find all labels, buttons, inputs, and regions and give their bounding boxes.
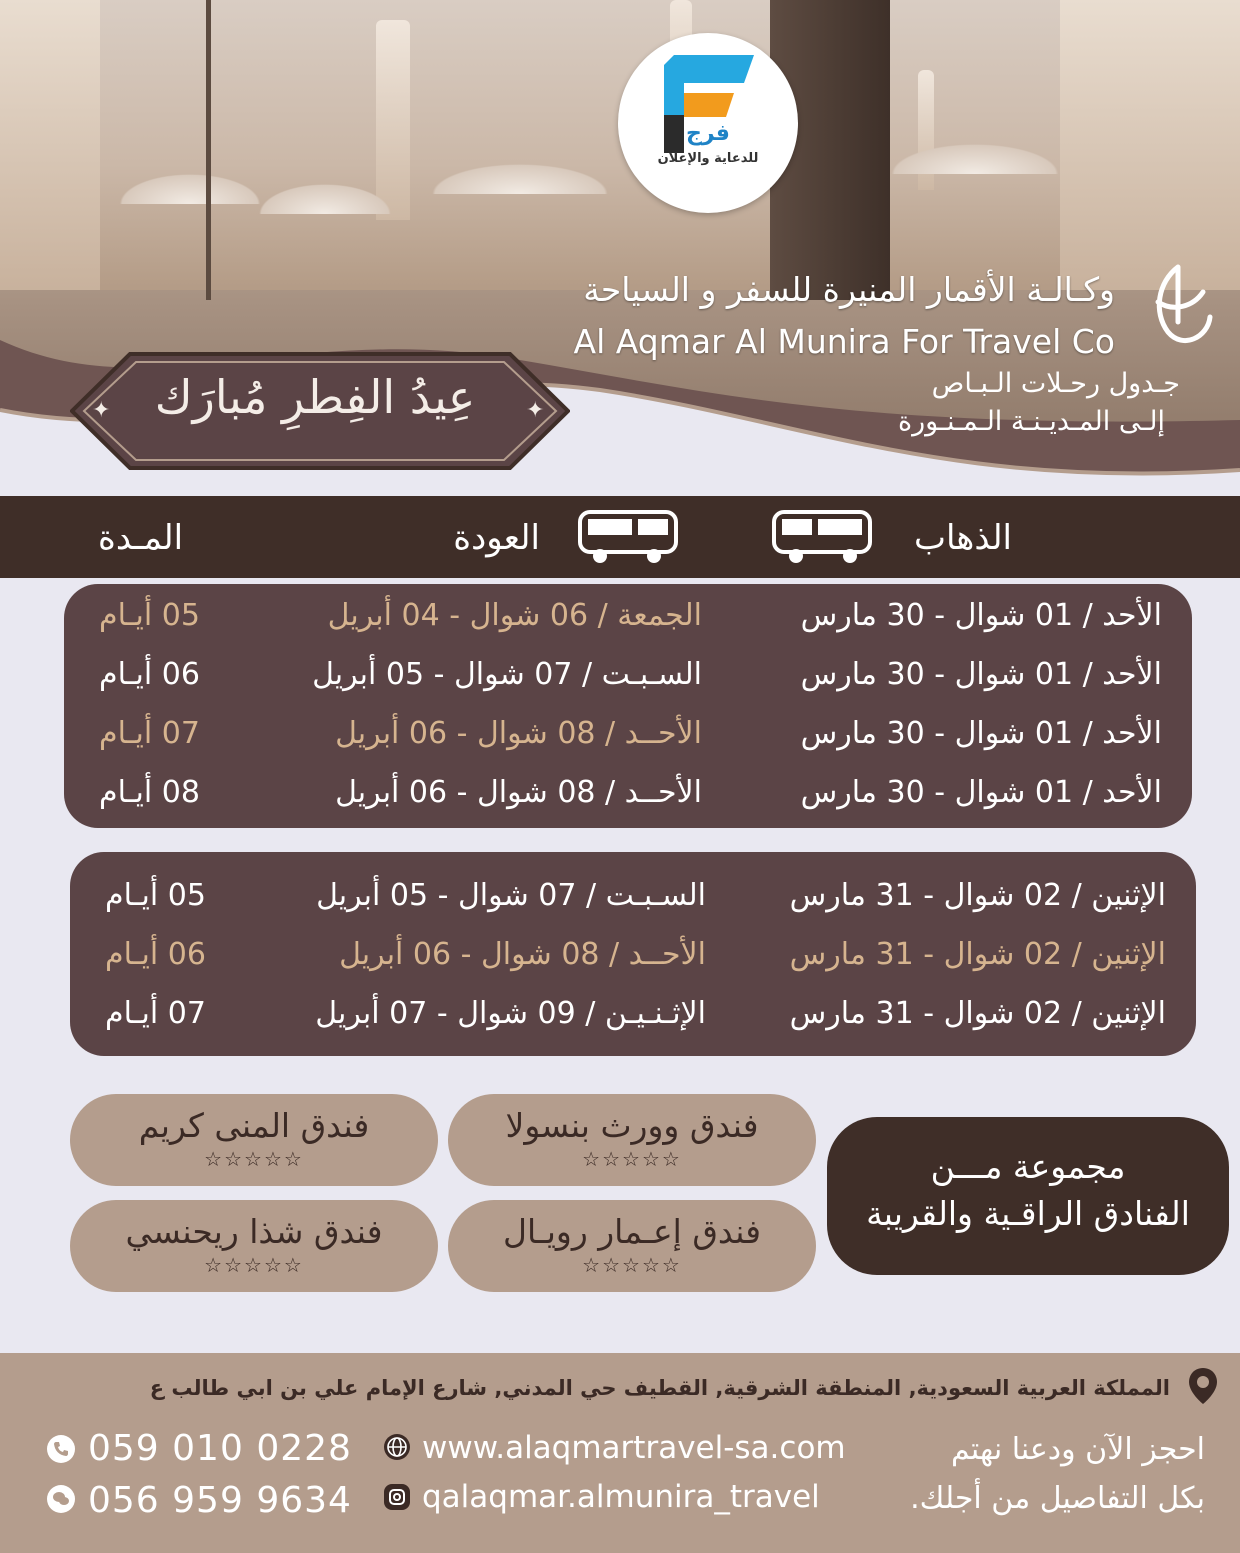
- trip-row: [70, 937, 1196, 995]
- hotel-group-line1: مجموعة مـــن: [930, 1147, 1126, 1186]
- logo-tagline: للدعاية والإعلان: [657, 151, 759, 166]
- building-right: [1060, 0, 1240, 300]
- footer-address: المملكة العربية السعودية, المنطقة الشرقية, القطيف حي المدني, شارع الإمام علي بن ابي طالب ع: [149, 1376, 1170, 1400]
- sponsor-logo: [618, 33, 798, 213]
- star-icon: ✦: [526, 398, 545, 423]
- umbrella: [250, 180, 400, 214]
- trip-duration: 07 أيـام: [105, 996, 206, 1031]
- phone-number-1[interactable]: 059 010 0228: [88, 1428, 352, 1469]
- schedule-destination: إلـى المـديـنـة الـمـنـورة: [897, 406, 1165, 437]
- trip-departure: الإثنين / 02 شوال - 31 مارس: [789, 996, 1166, 1031]
- cta-line-2: بكل التفاصيل من أجلك.: [910, 1481, 1205, 1516]
- schedule-subtitle: جـدول رحـلات الـبـاص: [931, 368, 1180, 399]
- trip-duration: 05 أيـام: [99, 598, 200, 633]
- hotel-stars: ☆☆☆☆☆: [582, 1253, 682, 1277]
- trip-departure: الإثنين / 02 شوال - 31 مارس: [789, 937, 1166, 972]
- trip-duration: 06 أيـام: [105, 937, 206, 972]
- building-left: [0, 0, 100, 300]
- instagram-handle[interactable]: qalaqmar.almunira_travel: [422, 1479, 820, 1515]
- trip-return: الأحــد / 08 شوال - 06 أبريل: [335, 716, 702, 751]
- trip-row: [70, 878, 1196, 936]
- hotel-card: [448, 1094, 816, 1186]
- trip-duration: 08 أيـام: [99, 775, 200, 810]
- agency-name-ar: وكـالـة الأقمار المنيرة للسفر و السياحة: [583, 270, 1115, 309]
- lamp-pole: [206, 0, 211, 300]
- trip-departure: الأحد / 01 شوال - 30 مارس: [800, 657, 1162, 692]
- hotel-name: فندق شذا ريحنسي: [125, 1212, 383, 1251]
- hotel-name: فندق المنى كريم: [138, 1106, 370, 1145]
- agency-calligraphy-logo: [1138, 262, 1218, 352]
- trip-duration: 06 أيـام: [99, 657, 200, 692]
- umbrella: [420, 160, 620, 194]
- trip-departure: الأحد / 01 شوال - 30 مارس: [800, 775, 1162, 810]
- trip-return: السـبـت / 07 شوال - 05 أبريل: [312, 657, 702, 692]
- location-pin-icon: [1186, 1366, 1220, 1406]
- hotel-card: [70, 1200, 438, 1292]
- trip-return: السـبـت / 07 شوال - 05 أبريل: [316, 878, 706, 913]
- trip-row: [64, 775, 1192, 833]
- agency-name-en: Al Aqmar Al Munira For Travel Co: [573, 322, 1115, 361]
- trip-row: [70, 996, 1196, 1054]
- hotel-stars: ☆☆☆☆☆: [204, 1147, 304, 1171]
- hotel-group-line2: الفنادق الراقـية والقريبة: [866, 1194, 1190, 1233]
- hotel-card: [448, 1200, 816, 1292]
- trip-return: الإثـنـيـن / 09 شوال - 07 أبريل: [315, 996, 706, 1031]
- trip-duration: 05 أيـام: [105, 878, 206, 913]
- header-duration: المـدة: [98, 518, 184, 558]
- bus-icon: [574, 506, 684, 566]
- star-icon: ✦: [92, 398, 111, 423]
- trip-return: الأحــد / 08 شوال - 06 أبريل: [335, 775, 702, 810]
- website-link[interactable]: www.alaqmartravel-sa.com: [422, 1430, 846, 1466]
- umbrella: [110, 170, 270, 204]
- instagram-icon: [382, 1482, 412, 1512]
- header-return: العودة: [453, 518, 540, 558]
- trip-departure: الإثنين / 02 شوال - 31 مارس: [789, 878, 1166, 913]
- hotel-group-badge: [827, 1117, 1229, 1275]
- trip-departure: الأحد / 01 شوال - 30 مارس: [800, 716, 1162, 751]
- trip-row: [64, 716, 1192, 774]
- umbrella: [880, 140, 1070, 174]
- phone-number-2[interactable]: 056 959 9634: [88, 1480, 352, 1521]
- bus-icon: [766, 506, 876, 566]
- trip-return: الجمعة / 06 شوال - 04 أبريل: [327, 598, 702, 633]
- hotel-card: [70, 1094, 438, 1186]
- cta-line-1: احجز الآن ودعنا نهتم: [950, 1432, 1205, 1467]
- trip-departure: الأحد / 01 شوال - 30 مارس: [800, 598, 1162, 633]
- wechat-icon: [46, 1484, 76, 1514]
- hotel-name: فندق وورث بنسولا: [505, 1106, 759, 1145]
- globe-icon: [382, 1432, 412, 1462]
- logo-name: فرج: [686, 121, 730, 146]
- hotel-stars: ☆☆☆☆☆: [204, 1253, 304, 1277]
- trip-row: [64, 598, 1192, 656]
- trip-duration: 07 أيـام: [99, 716, 200, 751]
- trip-return: الأحــد / 08 شوال - 06 أبريل: [339, 937, 706, 972]
- trip-row: [64, 657, 1192, 715]
- hotel-name: فندق إعـمار رويـال: [503, 1212, 761, 1251]
- eid-greeting: عِيدُ الفِطرِ مُبارَك: [154, 370, 476, 424]
- hotel-stars: ☆☆☆☆☆: [582, 1147, 682, 1171]
- phone-icon: [46, 1434, 76, 1464]
- header-departure: الذهاب: [914, 518, 1012, 558]
- schedule-header: [0, 496, 1240, 578]
